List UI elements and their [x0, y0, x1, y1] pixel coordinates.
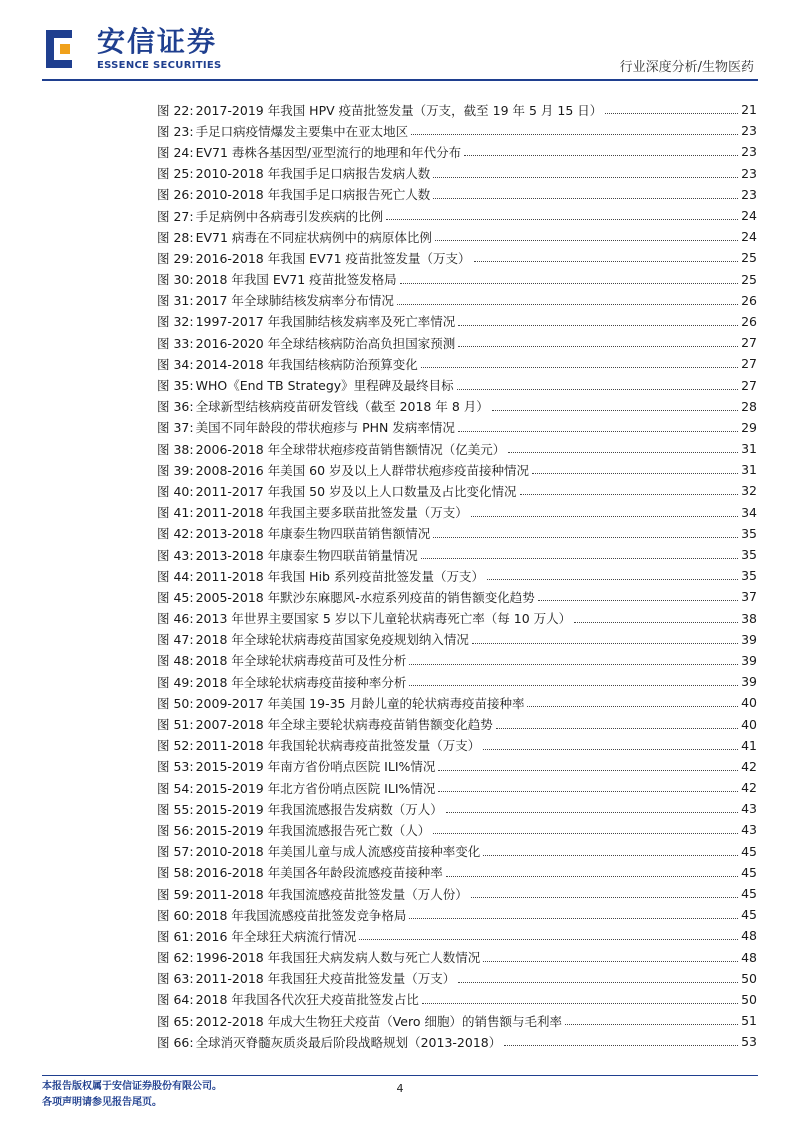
figure-title: 全球新型结核病疫苗研发管线（截至 2018 年 8 月）	[195, 399, 489, 415]
figure-title: 2016-2018 年我国 EV71 疫苗批签发量（万支）	[195, 250, 471, 266]
dot-leader	[458, 325, 738, 326]
figure-page-number: 35	[741, 525, 757, 541]
dot-leader	[565, 1024, 738, 1025]
figure-page-number: 48	[741, 928, 757, 944]
dot-leader	[492, 410, 738, 411]
figure-label: 图 61:	[157, 928, 194, 944]
figure-label: 图 59:	[157, 886, 194, 902]
figure-page-number: 24	[741, 208, 757, 224]
figure-label: 图 42:	[157, 526, 194, 542]
brand-name-cn: 安信证券	[97, 25, 218, 58]
toc-entry[interactable]	[157, 417, 757, 438]
figure-page-number: 45	[741, 886, 757, 902]
toc-entry[interactable]	[157, 163, 757, 184]
toc-entry[interactable]	[157, 502, 757, 523]
toc-entry[interactable]	[157, 184, 757, 205]
toc-entry[interactable]	[157, 862, 757, 883]
figure-page-number: 27	[741, 377, 757, 393]
dot-leader	[397, 304, 738, 305]
figure-title: 2016 年全球狂犬病流行情况	[195, 928, 357, 944]
figure-page-number: 37	[741, 589, 757, 605]
figure-title: 2012-2018 年成大生物狂犬疫苗（Vero 细胞）的销售额与毛利率	[195, 1013, 562, 1029]
figure-title: 2017 年全球肺结核发病率分布情况	[195, 293, 394, 309]
dot-leader	[386, 219, 738, 220]
figure-page-number: 50	[741, 991, 757, 1007]
dot-leader	[457, 389, 738, 390]
figure-title: 2018 年全球轮状病毒疫苗国家免疫规划纳入情况	[195, 632, 469, 648]
figure-title: 1996-2018 年我国狂犬病发病人数与死亡人数情况	[195, 950, 481, 966]
figure-title: 2006-2018 年全球带状疱疹疫苗销售额情况（亿美元）	[195, 441, 506, 457]
toc-entry[interactable]	[157, 1010, 757, 1031]
figure-page-number: 23	[741, 165, 757, 181]
figure-page-number: 35	[741, 568, 757, 584]
toc-entry[interactable]	[157, 565, 757, 586]
dot-leader	[421, 558, 738, 559]
toc-entry[interactable]	[157, 925, 757, 946]
dot-leader	[421, 367, 738, 368]
figure-title: 全球消灭脊髓灰质炎最后阶段战略规划（2013-2018）	[195, 1034, 502, 1050]
figure-title: 2015-2019 年我国流感报告死亡数（人）	[195, 822, 431, 838]
figure-page-number: 29	[741, 419, 757, 435]
toc-entry[interactable]	[157, 396, 757, 417]
toc-entry[interactable]	[157, 120, 757, 141]
toc-entry[interactable]	[157, 523, 757, 544]
figure-label: 图 49:	[157, 674, 194, 690]
figure-label: 图 33:	[157, 335, 194, 351]
figure-label: 图 51:	[157, 717, 194, 733]
toc-entry[interactable]	[157, 311, 757, 332]
page-number: 4	[396, 1082, 404, 1095]
toc-entry[interactable]	[157, 99, 757, 120]
figure-title: 2011-2017 年我国 50 岁及以上人口数量及占比变化情况	[195, 483, 517, 499]
figure-label: 图 38:	[157, 441, 194, 457]
toc-entry[interactable]	[157, 883, 757, 904]
figure-label: 图 37:	[157, 420, 194, 436]
figure-title: 2013-2018 年康泰生物四联苗销售额情况	[195, 526, 431, 542]
figure-label: 图 60:	[157, 907, 194, 923]
dot-leader	[435, 240, 738, 241]
figure-title: 2017-2019 年我国 HPV 疫苗批签发量（万支，截至 19 年 5 月 15 日）	[195, 102, 603, 118]
figure-page-number: 25	[741, 271, 757, 287]
figure-page-number: 48	[741, 949, 757, 965]
dot-leader	[504, 1045, 738, 1046]
dot-leader	[400, 283, 738, 284]
figure-title: 2013-2018 年康泰生物四联苗销量情况	[195, 547, 418, 563]
figure-page-number: 23	[741, 144, 757, 160]
footer-copyright: 本报告版权属于安信证券股份有限公司。	[42, 1081, 222, 1092]
toc-entry[interactable]	[157, 904, 757, 925]
toc-entry[interactable]	[157, 205, 757, 226]
figure-title: 手足口病疫情爆发主要集中在亚太地区	[195, 123, 409, 139]
figure-page-number: 24	[741, 229, 757, 245]
figure-page-number: 42	[741, 780, 757, 796]
figure-title: 2011-2018 年我国主要多联苗批签发量（万支）	[195, 505, 468, 521]
figure-label: 图 35:	[157, 378, 194, 394]
figure-label: 图 28:	[157, 229, 194, 245]
dot-leader	[487, 579, 738, 580]
figure-title: 2011-2018 年我国狂犬疫苗批签发量（万支）	[195, 971, 456, 987]
dot-leader	[422, 1003, 738, 1004]
figure-label: 图 45:	[157, 589, 194, 605]
figure-label: 图 40:	[157, 483, 194, 499]
toc-entry[interactable]	[157, 438, 757, 459]
toc-entry[interactable]	[157, 353, 757, 374]
figure-label: 图 23:	[157, 123, 194, 139]
dot-leader	[409, 664, 738, 665]
dot-leader	[409, 918, 738, 919]
dot-leader	[458, 982, 738, 983]
figure-page-number: 34	[741, 504, 757, 520]
dot-leader	[483, 855, 738, 856]
figure-label: 图 48:	[157, 653, 194, 669]
toc-entry[interactable]	[157, 374, 757, 395]
figure-page-number: 28	[741, 398, 757, 414]
figure-title: 2011-2018 年我国流感疫苗批签发量（万人份）	[195, 886, 468, 902]
dot-leader	[433, 177, 738, 178]
toc-entry[interactable]	[157, 671, 757, 692]
figure-page-number: 23	[741, 123, 757, 139]
figure-label: 图 56:	[157, 822, 194, 838]
figure-label: 图 34:	[157, 356, 194, 372]
figure-title: 2014-2018 年我国结核病防治预算变化	[195, 356, 418, 372]
figure-page-number: 53	[741, 1034, 757, 1050]
figure-label: 图 65:	[157, 1013, 194, 1029]
figure-label: 图 62:	[157, 950, 194, 966]
dot-leader	[433, 198, 738, 199]
figure-page-number: 39	[741, 652, 757, 668]
toc-entry[interactable]	[157, 841, 757, 862]
figure-page-number: 40	[741, 695, 757, 711]
dot-leader	[483, 749, 738, 750]
figure-page-number: 26	[741, 313, 757, 329]
figure-title: 2010-2018 年我国手足口病报告发病人数	[195, 166, 431, 182]
figure-page-number: 39	[741, 674, 757, 690]
toc-entry[interactable]	[157, 798, 757, 819]
toc-entry[interactable]	[157, 1031, 757, 1052]
figure-label: 图 30:	[157, 272, 194, 288]
toc-entry[interactable]	[157, 544, 757, 565]
toc-entry[interactable]	[157, 586, 757, 607]
toc-entry[interactable]	[157, 819, 757, 840]
dot-leader	[472, 643, 738, 644]
figure-title: 2007-2018 年全球主要轮状病毒疫苗销售额变化趋势	[195, 717, 493, 733]
figure-page-number: 25	[741, 250, 757, 266]
footer-divider	[42, 1075, 758, 1076]
figure-title: 2018 年全球轮状病毒疫苗接种率分析	[195, 674, 407, 690]
figure-label: 图 57:	[157, 844, 194, 860]
figure-title: 2018 年我国流感疫苗批签发竞争格局	[195, 907, 407, 923]
figure-label: 图 31:	[157, 293, 194, 309]
figure-page-number: 50	[741, 970, 757, 986]
figure-title: WHO《End TB Strategy》里程碑及最终目标	[195, 378, 454, 394]
figure-label: 图 32:	[157, 314, 194, 330]
figure-title: EV71 病毒在不同症状病例中的病原体比例	[195, 229, 432, 245]
dot-leader	[438, 770, 738, 771]
figure-page-number: 43	[741, 801, 757, 817]
figure-title: 2008-2016 年美国 60 岁及以上人群带状疱疹疫苗接种情况	[195, 462, 530, 478]
figure-title: 1997-2017 年我国肺结核发病率及死亡率情况	[195, 314, 456, 330]
essence-logo-icon	[42, 26, 86, 72]
figure-title: EV71 毒株各基因型/亚型流行的地理和年代分布	[195, 144, 462, 160]
figure-page-number: 31	[741, 441, 757, 457]
dot-leader	[496, 728, 738, 729]
dot-leader	[471, 897, 738, 898]
figure-label: 图 52:	[157, 738, 194, 754]
figure-page-number: 45	[741, 864, 757, 880]
toc-entry[interactable]	[157, 968, 757, 989]
figure-title: 2015-2019 年我国流感报告发病数（万人）	[195, 801, 443, 817]
figure-label: 图 50:	[157, 695, 194, 711]
dot-leader	[409, 685, 738, 686]
dot-leader	[527, 706, 738, 707]
dot-leader	[411, 134, 738, 135]
dot-leader	[532, 473, 738, 474]
figure-page-number: 35	[741, 547, 757, 563]
figure-page-number: 26	[741, 292, 757, 308]
figure-label: 图 64:	[157, 992, 194, 1008]
figure-page-number: 31	[741, 462, 757, 478]
figure-title: 2009-2017 年美国 19-35 月龄儿童的轮状病毒疫苗接种率	[195, 695, 525, 711]
toc-entry[interactable]	[157, 989, 757, 1010]
figure-title: 2011-2018 年我国轮状病毒疫苗批签发量（万支）	[195, 738, 481, 754]
figure-label: 图 55:	[157, 801, 194, 817]
dot-leader	[359, 939, 738, 940]
figure-title: 2018 年全球轮状病毒疫苗可及性分析	[195, 653, 407, 669]
dot-leader	[471, 516, 738, 517]
figure-page-number: 39	[741, 631, 757, 647]
dot-leader	[446, 876, 738, 877]
dot-leader	[605, 113, 738, 114]
figure-page-number: 27	[741, 335, 757, 351]
figure-label: 图 22:	[157, 102, 194, 118]
toc-entry[interactable]	[157, 713, 757, 734]
figure-label: 图 41:	[157, 505, 194, 521]
figure-page-number: 41	[741, 737, 757, 753]
figure-title: 2010-2018 年我国手足口病报告死亡人数	[195, 187, 431, 203]
footer-disclaimer: 各项声明请参见报告尾页。	[42, 1097, 162, 1108]
figure-title: 美国不同年龄段的带状疱疹与 PHN 发病率情况	[195, 420, 455, 436]
figure-label: 图 46:	[157, 611, 194, 627]
dot-leader	[433, 833, 738, 834]
page-header	[0, 0, 800, 80]
figure-page-number: 21	[741, 102, 757, 118]
toc-entry[interactable]	[157, 735, 757, 756]
figure-label: 图 47:	[157, 632, 194, 648]
figure-label: 图 25:	[157, 166, 194, 182]
header-divider	[42, 79, 758, 81]
toc-entry[interactable]	[157, 608, 757, 629]
figure-title: 2016-2020 年全球结核病防治高负担国家预测	[195, 335, 456, 351]
figure-title: 2013 年世界主要国家 5 岁以下儿童轮状病毒死亡率（每 10 万人）	[195, 611, 572, 627]
toc-entry[interactable]	[157, 629, 757, 650]
figure-label: 图 58:	[157, 865, 194, 881]
figure-label: 图 39:	[157, 462, 194, 478]
dot-leader	[574, 622, 738, 623]
figure-title: 2005-2018 年默沙东麻腮风-水痘系列疫苗的销售额变化趋势	[195, 589, 535, 605]
toc-entry[interactable]	[157, 269, 757, 290]
toc-entry[interactable]	[157, 650, 757, 671]
dot-leader	[508, 452, 738, 453]
figure-title: 2018 年我国 EV71 疫苗批签发格局	[195, 272, 397, 288]
toc-entry[interactable]	[157, 692, 757, 713]
figure-label: 图 36:	[157, 399, 194, 415]
dot-leader	[458, 431, 738, 432]
toc-entry[interactable]	[157, 332, 757, 353]
figure-label: 图 44:	[157, 568, 194, 584]
toc-entry[interactable]	[157, 756, 757, 777]
figure-label: 图 66:	[157, 1034, 194, 1050]
figure-label: 图 26:	[157, 187, 194, 203]
figure-page-number: 32	[741, 483, 757, 499]
figure-title: 2011-2018 年我国 Hib 系列疫苗批签发量（万支）	[195, 568, 484, 584]
toc-entry[interactable]	[157, 777, 757, 798]
dot-leader	[438, 791, 738, 792]
dot-leader	[483, 961, 738, 962]
toc-entry[interactable]	[157, 141, 757, 162]
figure-label: 图 27:	[157, 208, 194, 224]
toc-entry[interactable]	[157, 947, 757, 968]
figure-label: 图 54:	[157, 780, 194, 796]
figure-label: 图 24:	[157, 144, 194, 160]
figure-page-number: 42	[741, 758, 757, 774]
dot-leader	[433, 537, 738, 538]
figure-page-number: 43	[741, 822, 757, 838]
figure-page-number: 40	[741, 716, 757, 732]
figure-page-number: 45	[741, 907, 757, 923]
figure-label: 图 63:	[157, 971, 194, 987]
toc-entry[interactable]	[157, 290, 757, 311]
figure-page-number: 38	[741, 610, 757, 626]
toc-entry[interactable]	[157, 480, 757, 501]
figure-page-number: 27	[741, 356, 757, 372]
dot-leader	[520, 494, 738, 495]
figure-page-number: 23	[741, 186, 757, 202]
figure-title: 2015-2019 年北方省份哨点医院 ILI%情况	[195, 780, 436, 796]
brand-name-en: ESSENCE SECURITIES	[97, 60, 222, 71]
figure-title: 手足病例中各病毒引发疾病的比例	[195, 208, 384, 224]
figure-page-number: 51	[741, 1013, 757, 1029]
figure-label: 图 29:	[157, 250, 194, 266]
figure-index-list	[157, 99, 757, 1052]
dot-leader	[458, 346, 738, 347]
figure-page-number: 45	[741, 843, 757, 859]
figure-title: 2018 年我国各代次狂犬疫苗批签发占比	[195, 992, 419, 1008]
figure-title: 2016-2018 年美国各年龄段流感疫苗接种率	[195, 865, 443, 881]
dot-leader	[538, 600, 738, 601]
dot-leader	[446, 812, 738, 813]
toc-entry[interactable]	[157, 226, 757, 247]
toc-entry[interactable]	[157, 247, 757, 268]
figure-label: 图 43:	[157, 547, 194, 563]
dot-leader	[464, 155, 738, 156]
report-category: 行业深度分析/生物医药	[619, 60, 754, 75]
figure-title: 2015-2019 年南方省份哨点医院 ILI%情况	[195, 759, 436, 775]
figure-title: 2010-2018 年美国儿童与成人流感疫苗接种率变化	[195, 844, 481, 860]
dot-leader	[474, 261, 738, 262]
figure-label: 图 53:	[157, 759, 194, 775]
toc-entry[interactable]	[157, 459, 757, 480]
